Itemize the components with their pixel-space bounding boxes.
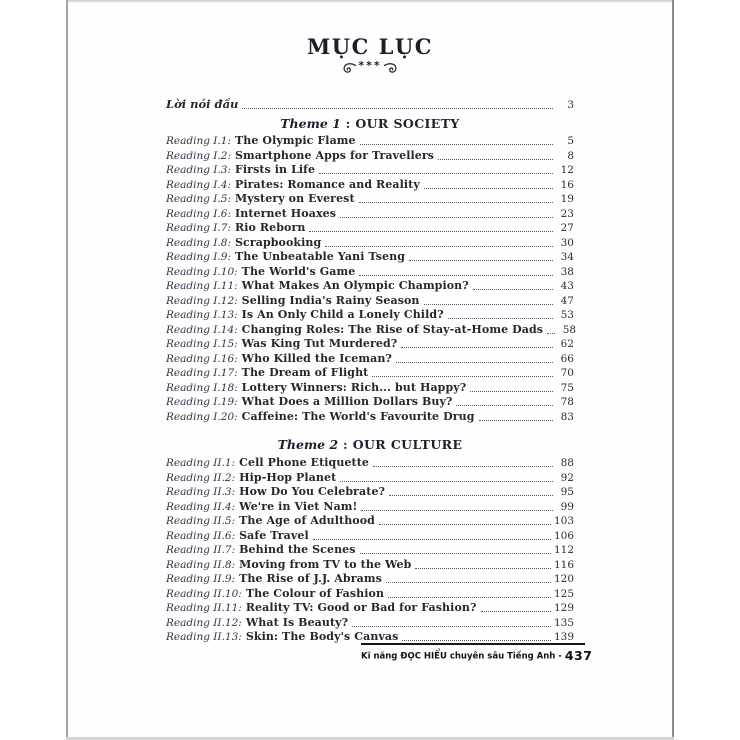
entry-title: Is An Only Child a Lonely Child? — [241, 308, 444, 321]
toc-entry — [166, 205, 574, 220]
toc-entry — [166, 498, 574, 513]
footer-page-number: 437 — [564, 648, 593, 663]
reading-label: Reading II.6: — [166, 529, 236, 542]
dotted-leader — [359, 275, 553, 276]
entry-page-number: 120 — [553, 573, 574, 585]
toc-entry — [166, 585, 574, 600]
reading-label: Reading II.9: — [166, 573, 236, 585]
entry-title: What Does a Million Dollars Buy? — [241, 395, 453, 408]
entry-title: The Age of Adulthood — [239, 514, 375, 527]
entry-title: Mystery on Everest — [234, 192, 355, 205]
entry-title: Scrapbooking — [234, 235, 322, 249]
reading-label: Reading II.13: — [166, 631, 242, 643]
entry-page-number: 16 — [560, 178, 574, 191]
entry-title: Pirates: Romance and Reality — [234, 177, 420, 191]
toc-entry — [166, 614, 574, 629]
dotted-leader — [547, 333, 555, 334]
reading-label: Reading II.2: — [166, 471, 236, 484]
entry-title: How Do You Celebrate? — [239, 485, 386, 498]
entry-title: Who Killed the Iceman? — [241, 351, 392, 365]
dotted-leader — [396, 362, 553, 363]
toc-entry — [166, 278, 574, 293]
toc-entry — [166, 292, 574, 307]
toc-entry — [166, 176, 574, 191]
toc-entry — [166, 513, 574, 528]
entry-page-number: 103 — [553, 515, 574, 527]
entry-page-number: 43 — [560, 280, 574, 292]
theme-number: Theme 2 — [277, 436, 339, 452]
dotted-leader — [309, 231, 553, 232]
reading-label: Reading I.20: — [166, 410, 238, 423]
footer-divider — [361, 643, 585, 645]
dotted-leader — [325, 246, 553, 247]
theme-number: Theme 1 — [280, 115, 341, 131]
reading-label: Reading I.10: — [166, 265, 238, 278]
theme-title: : OUR CULTURE — [338, 436, 463, 452]
entry-page-number: 23 — [560, 207, 574, 220]
entry-title: Was King Tut Murdered? — [241, 337, 398, 350]
dotted-leader — [402, 640, 550, 641]
dotted-leader — [470, 391, 553, 392]
entry-page-number: 75 — [560, 381, 574, 394]
entry-title: What Is Beauty? — [245, 615, 349, 629]
toc-entry — [166, 307, 574, 322]
entry-page-number: 129 — [553, 602, 574, 614]
dotted-leader — [424, 304, 553, 305]
reading-label: Reading II.1: — [166, 457, 236, 469]
entry-page-number: 27 — [560, 222, 574, 234]
dotted-leader — [424, 188, 553, 189]
entry-page-number: 53 — [560, 309, 574, 321]
dotted-leader — [313, 539, 551, 540]
dotted-leader — [360, 553, 551, 554]
theme-heading — [166, 115, 574, 131]
entry-page-number: 116 — [553, 558, 574, 571]
toc-entry — [166, 455, 574, 470]
toc-entry — [166, 263, 574, 278]
table-of-contents — [166, 96, 577, 643]
footer-book-title: Kĩ năng ĐỌC HIỂU chuyên sâu Tiếng Anh - — [361, 651, 562, 662]
entry-page-number: 62 — [560, 338, 574, 350]
dotted-leader — [373, 466, 553, 467]
toc-entry — [166, 394, 574, 409]
entry-page-number: 3 — [567, 98, 574, 111]
reading-label: Reading I.16: — [166, 352, 238, 365]
entry-title: Skin: The Body's Canvas — [245, 630, 399, 643]
entry-page-number: 99 — [560, 500, 574, 513]
dotted-leader — [360, 144, 553, 145]
toc-entry — [166, 629, 574, 644]
toc-entry — [166, 600, 574, 615]
footer-text — [361, 648, 593, 663]
entry-title: Internet Hoaxes — [234, 206, 337, 220]
toc-entry — [166, 379, 574, 394]
reading-label: Reading I.6: — [166, 207, 231, 220]
reading-label: Reading I.13: — [166, 309, 238, 321]
dotted-leader — [340, 481, 553, 482]
dotted-leader — [389, 495, 553, 496]
reading-label: Reading II.7: — [166, 544, 236, 556]
entry-page-number: 106 — [553, 529, 574, 542]
dotted-leader — [388, 597, 551, 598]
toc-entry — [166, 321, 577, 336]
dotted-leader — [481, 611, 551, 612]
entry-page-number: 139 — [553, 631, 574, 643]
reading-label: Reading I.17: — [166, 367, 238, 379]
toc-entry — [166, 469, 574, 484]
theme-heading — [166, 436, 574, 452]
entry-title: Lottery Winners: Rich... but Happy? — [241, 380, 467, 394]
reading-label: Reading I.19: — [166, 396, 238, 408]
dotted-leader — [479, 420, 553, 421]
dotted-leader — [438, 159, 553, 160]
toc-entry — [166, 365, 574, 380]
dotted-leader — [401, 347, 553, 348]
entry-page-number: 30 — [560, 236, 574, 249]
dotted-leader — [448, 318, 553, 319]
entry-title: What Makes An Olympic Champion? — [241, 279, 469, 292]
reading-label: Reading I.8: — [166, 236, 231, 249]
toc-entry — [166, 234, 574, 249]
toc-entry-preface — [166, 96, 574, 111]
entry-title: The Colour of Fashion — [245, 586, 385, 600]
entry-title: Reality TV: Good or Bad for Fashion? — [245, 601, 477, 614]
entry-page-number: 66 — [560, 352, 574, 365]
ornament-stars: *** — [358, 58, 382, 72]
reading-label: Reading II.10: — [166, 587, 242, 600]
entry-title: Safe Travel — [239, 528, 309, 542]
dotted-leader — [242, 108, 553, 109]
entry-page-number: 58 — [562, 323, 577, 336]
toc-entry — [166, 249, 574, 264]
reading-label: Reading I.9: — [166, 251, 231, 263]
dotted-leader — [379, 524, 551, 525]
dotted-leader — [361, 510, 553, 511]
reading-label: Reading II.3: — [166, 486, 236, 498]
toc-entry — [166, 220, 574, 235]
dotted-leader — [352, 626, 551, 627]
toc-entry — [166, 527, 574, 542]
dotted-leader — [359, 202, 553, 203]
entry-page-number: 83 — [560, 410, 574, 423]
entry-title: Hip-Hop Planet — [239, 470, 337, 484]
swirl-right-icon — [383, 62, 398, 75]
reading-label: Reading II.11: — [166, 602, 242, 614]
toc-entry — [166, 542, 574, 557]
page-footer — [361, 643, 593, 663]
reading-label: Reading I.12: — [166, 294, 238, 307]
reading-label: Reading II.8: — [166, 558, 236, 571]
entry-title: Rio Reborn — [234, 221, 306, 234]
toc-entry — [166, 133, 574, 148]
entry-page-number: 12 — [560, 164, 574, 176]
entry-title: Cell Phone Etiquette — [239, 456, 370, 469]
preface-label: Lời nói đầu — [166, 96, 239, 111]
entry-page-number: 92 — [560, 471, 574, 484]
reading-label: Reading I.14: — [166, 323, 238, 336]
entry-title: The Olympic Flame — [234, 134, 356, 147]
entry-title: Changing Roles: The Rise of Stay-at-Home Dads — [241, 322, 544, 336]
reading-label: Reading I.3: — [166, 164, 231, 176]
entry-title: We're in Viet Nam! — [239, 499, 358, 513]
toc-entry — [166, 336, 574, 351]
entry-page-number: 78 — [560, 396, 574, 408]
reading-label: Reading I.7: — [166, 222, 231, 234]
reading-label: Reading I.5: — [166, 193, 231, 205]
entry-page-number: 88 — [560, 457, 574, 469]
dotted-leader — [409, 260, 553, 261]
entry-title: The Unbeatable Yani Tseng — [234, 250, 405, 263]
dotted-leader — [319, 173, 553, 174]
dotted-leader — [415, 568, 551, 569]
entry-page-number: 47 — [560, 294, 574, 307]
entry-title: Smartphone Apps for Travellers — [234, 148, 435, 162]
dotted-leader — [456, 405, 553, 406]
toc-entry — [166, 571, 574, 586]
reading-label: Reading I.4: — [166, 178, 231, 191]
entry-page-number: 5 — [567, 135, 574, 147]
entry-title: The World's Game — [241, 264, 356, 278]
reading-label: Reading I.15: — [166, 338, 238, 350]
entry-title: Caffeine: The World's Favourite Drug — [241, 409, 475, 423]
swirl-left-icon — [342, 62, 357, 75]
entry-page-number: 70 — [560, 367, 574, 379]
reading-label: Reading II.5: — [166, 515, 236, 527]
entry-page-number: 135 — [553, 616, 574, 629]
entry-page-number: 125 — [553, 587, 574, 600]
page-title: MỤC LỤC — [307, 34, 433, 59]
entry-page-number: 34 — [560, 251, 574, 263]
entry-title: Selling India's Rainy Season — [241, 293, 420, 307]
entry-title: The Dream of Flight — [241, 366, 369, 379]
entry-page-number: 38 — [560, 265, 574, 278]
reading-label: Reading I.1: — [166, 135, 231, 147]
toc-entry — [166, 484, 574, 499]
dotted-leader — [386, 582, 551, 583]
reading-label: Reading II.12: — [166, 616, 242, 629]
title-ornament — [68, 60, 672, 76]
dotted-leader — [372, 376, 553, 377]
reading-label: Reading I.11: — [166, 280, 238, 292]
reading-label: Reading I.2: — [166, 149, 231, 162]
book-page — [66, 0, 674, 740]
entry-page-number: 8 — [567, 149, 574, 162]
dotted-leader — [340, 217, 553, 218]
toc-entry — [166, 162, 574, 177]
dotted-leader — [473, 289, 553, 290]
entry-page-number: 19 — [560, 193, 574, 205]
toc-entry — [166, 191, 574, 206]
entry-title: Behind the Scenes — [239, 543, 356, 556]
theme-title: : OUR SOCIETY — [340, 115, 460, 131]
reading-label: Reading II.4: — [166, 500, 236, 513]
toc-entry — [166, 408, 574, 423]
entry-title: Firsts in Life — [234, 163, 316, 176]
entry-title: Moving from TV to the Web — [239, 557, 412, 571]
toc-entry — [166, 147, 574, 162]
toc-entry — [166, 556, 574, 571]
reading-label: Reading I.18: — [166, 381, 238, 394]
toc-entry — [166, 350, 574, 365]
entry-page-number: 95 — [560, 486, 574, 498]
entry-title: The Rise of J.J. Abrams — [239, 572, 382, 585]
entry-page-number: 112 — [553, 544, 574, 556]
